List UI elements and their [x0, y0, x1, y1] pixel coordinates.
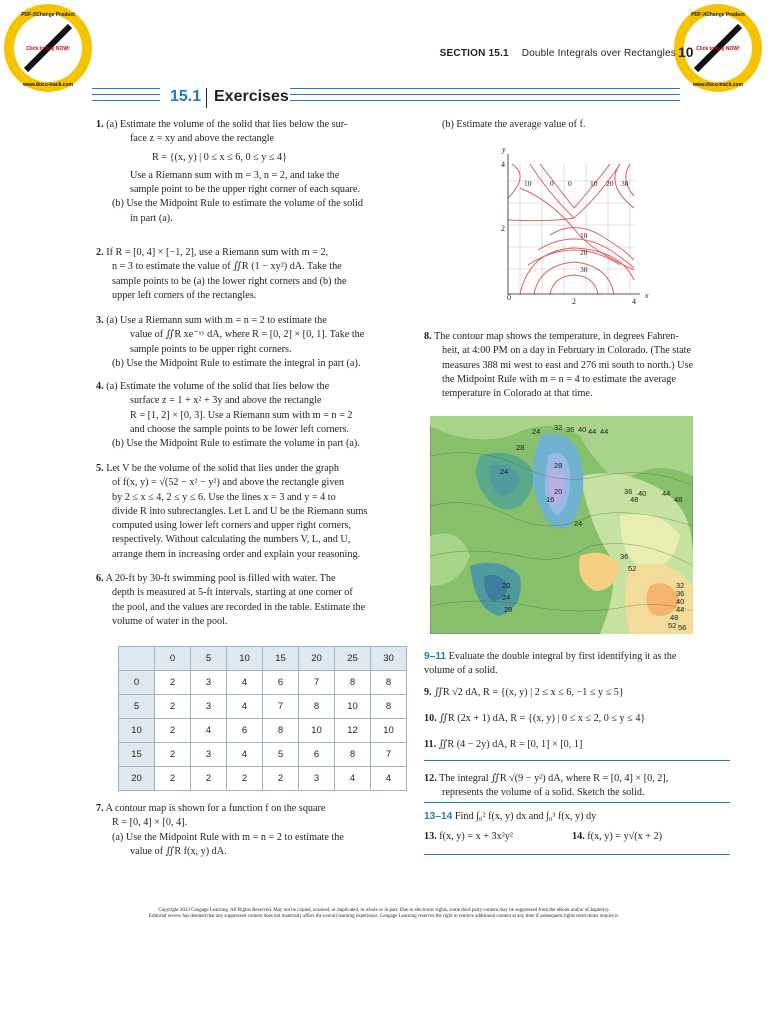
isotherm-label: 36 — [566, 425, 575, 434]
footer-line: Copyright 2023 Cengage Learning. All Rights Reserved. May not be copied, scanned, or duplicated, in whole or in part. Due to electronic rights, some third party content may be suppressed from the eBook and/or eChapter(s). — [158, 908, 610, 913]
isotherm-label: 24 — [500, 467, 509, 476]
text-line: ∬R (4 − 2y) dA, R = [0, 1] × [0, 1] — [438, 739, 583, 750]
text-line: ∬R (2x + 1) dA, R = {(x, y) | 0 ≤ x ≤ 2, 0 ≤ y ≤ 4} — [439, 713, 646, 724]
exercise-13 — [424, 830, 513, 844]
exercise-number: 14. — [572, 831, 585, 842]
axis-label: x — [645, 291, 649, 300]
text-line: respectively. Without calculating the numbers V, L, and U, — [112, 534, 351, 546]
isotherm-label: 44 — [676, 605, 685, 614]
table-cell: 15 — [119, 743, 155, 767]
text-line: the Midpoint Rule with m = n = 4 to estimate the average — [442, 373, 676, 385]
exercise-11 — [424, 738, 582, 752]
text-line: The contour map shows the temperature, in degrees Fahren- — [434, 331, 679, 342]
contour-label: 30 — [621, 179, 629, 188]
table-cell: 8 — [371, 671, 407, 695]
table-cell: 10 — [227, 647, 263, 671]
table-cell: 2 — [155, 719, 191, 743]
isotherm-label: 24 — [574, 519, 583, 528]
isotherm-label: 40 — [676, 597, 685, 606]
exercise-range: 9–11 — [424, 651, 447, 662]
isotherm-label: 44 — [588, 427, 597, 436]
exercise-2 — [96, 246, 396, 303]
badge-text: Click to buy NOW! — [696, 46, 740, 52]
section-label: SECTION 15.1 — [439, 48, 509, 59]
table-row — [119, 671, 407, 695]
exercise-number: 9. — [424, 687, 432, 698]
table-cell: 2 — [155, 767, 191, 791]
table-row — [119, 743, 407, 767]
table-cell: 4 — [227, 695, 263, 719]
tick-label: 4 — [501, 160, 505, 169]
table-cell: 4 — [227, 743, 263, 767]
exercise-number: 6. — [96, 573, 104, 584]
exercise-9-11-intro — [424, 650, 724, 679]
table-cell: 6 — [227, 719, 263, 743]
text-line: divide R into subrectangles. Let L and U be the Riemann sums — [112, 505, 368, 517]
table-cell: 10 — [119, 719, 155, 743]
section-number: 15.1 — [170, 88, 202, 105]
text-line: temperature in Colorado at that time. — [442, 388, 593, 400]
table-cell: 2 — [155, 695, 191, 719]
exercise-number: 3. — [96, 315, 104, 326]
text-line: (a) Estimate the volume of the solid that lies below the sur- — [106, 119, 348, 130]
table-cell: 20 — [119, 767, 155, 791]
text-line: Use a Riemann sum with m = 3, n = 2, and take the — [130, 169, 340, 181]
table-cell: 8 — [371, 695, 407, 719]
text-line: sample points to be upper right corners. — [130, 343, 292, 355]
table-cell — [119, 647, 155, 671]
colorado-temperature-map — [430, 416, 693, 634]
table-cell: 3 — [191, 743, 227, 767]
text-line: represents the volume of a solid. Sketch the solid. — [442, 787, 645, 799]
text-line: (b) Use the Midpoint Rule to estimate the integral in part (a). — [112, 357, 361, 369]
page-number: 10 — [678, 44, 694, 60]
exercise-7b: (b) Estimate the average value of f. — [442, 119, 586, 130]
table-cell: 0 — [119, 671, 155, 695]
text-line: A 20-ft by 30-ft swimming pool is filled with water. The — [105, 573, 336, 584]
exercise-number: 8. — [424, 331, 432, 342]
section-rule — [424, 760, 730, 761]
pool-depth-table — [118, 646, 407, 791]
text-line: (a) Use a Riemann sum with m = n = 2 to estimate the — [106, 315, 327, 326]
table-row — [119, 647, 407, 671]
contour-label: 20 — [606, 179, 614, 188]
text-line: value of ∬R xe⁻ˣʸ dA, where R = [0, 2] × [0, 1]. Take the — [130, 329, 365, 341]
table-cell: 4 — [191, 719, 227, 743]
text-line: sample points to be (a) the lower right corners and (b) the — [112, 275, 347, 287]
math-line: R = {(x, y) | 0 ≤ x ≤ 6, 0 ≤ y ≤ 4} — [152, 151, 288, 163]
table-cell: 3 — [191, 695, 227, 719]
table-cell: 2 — [227, 767, 263, 791]
contour-label: 10 — [590, 179, 598, 188]
exercise-5 — [96, 462, 396, 562]
text-line: (b) Use the Midpoint Rule to estimate the volume in part (a). — [112, 438, 360, 450]
exercise-12 — [424, 772, 734, 801]
text-line: sample point to be the upper right corner of each square. — [130, 184, 360, 196]
text-line: If R = [0, 4] × [−1, 2], use a Riemann sum with m = 2, — [106, 247, 329, 258]
text-line: measures 388 mi west to east and 276 mi south to north.) Use — [442, 359, 693, 371]
divider — [206, 88, 207, 108]
exercise-14 — [572, 830, 662, 844]
text-line: the pool, and the values are recorded in the table. Estimate the — [112, 601, 366, 613]
isotherm-label: 16 — [546, 495, 555, 504]
text-line: value of ∬R f(x, y) dA. — [130, 845, 227, 857]
table-cell: 7 — [299, 671, 335, 695]
isotherm-label: 32 — [554, 423, 563, 432]
text-line: volume of water in the pool. — [112, 615, 228, 627]
isotherm-label: 28 — [554, 461, 563, 470]
exercise-4 — [96, 380, 396, 451]
table-cell: 7 — [263, 695, 299, 719]
table-cell: 10 — [299, 719, 335, 743]
table-cell: 12 — [335, 719, 371, 743]
exercise-10 — [424, 712, 645, 726]
table-cell: 5 — [119, 695, 155, 719]
section-title: Double Integrals over Rectangles — [521, 48, 676, 59]
exercise-range: 13–14 — [424, 811, 453, 822]
isotherm-label: 36 — [676, 589, 685, 598]
exercise-3 — [96, 314, 396, 371]
isotherm-label: 52 — [668, 621, 677, 630]
badge-text: PDF-XChange Product — [21, 12, 75, 18]
table-cell: 2 — [263, 767, 299, 791]
text-line: ∬R √2 dA, R = {(x, y) | 2 ≤ x ≤ 6, −1 ≤ y ≤ 5} — [434, 687, 624, 698]
isotherm-label: 52 — [628, 564, 637, 573]
text-line: R = [1, 2] × [0, 3]. Use a Riemann sum with m = n = 2 — [130, 409, 353, 421]
exercise-7 — [96, 802, 396, 859]
table-cell: 3 — [299, 767, 335, 791]
page-title: Exercises — [214, 88, 289, 105]
footer-line: Editorial review has deemed that any suppressed content does not materially affect the overall learning experience. Cengage Learning reserves the right to remove additional content at any time if subsequent rights restrictions require it. — [148, 914, 620, 919]
isotherm-label: 44 — [662, 489, 671, 498]
isotherm-label: 28 — [504, 605, 513, 614]
table-cell: 7 — [371, 743, 407, 767]
isotherm-label: 48 — [674, 495, 683, 504]
exercise-number: 2. — [96, 247, 104, 258]
table-cell: 6 — [299, 743, 335, 767]
contour-label: 0 — [550, 179, 554, 188]
running-header — [440, 48, 676, 59]
text-line: (b) Use the Midpoint Rule to estimate the volume of the solid — [112, 198, 363, 210]
isotherm-label: 40 — [638, 489, 647, 498]
pdf-xchange-badge-left[interactable] — [2, 2, 94, 94]
badge-text: Click to buy NOW! — [26, 46, 70, 52]
heading-rule — [92, 94, 160, 95]
exercise-9 — [424, 686, 624, 700]
section-rule — [424, 854, 730, 855]
table-cell: 8 — [299, 695, 335, 719]
badge-text: www.docu-track.com — [22, 82, 74, 88]
table-cell: 4 — [227, 671, 263, 695]
table-cell: 2 — [155, 671, 191, 695]
badge-text: www.docu-track.com — [692, 82, 744, 88]
text-line: f(x, y) = y√(x + 2) — [587, 831, 663, 842]
text-line: (a) Use the Midpoint Rule with m = n = 2 to estimate the — [112, 831, 344, 843]
text-line: f(x, y) = x + 3x²y² — [439, 831, 513, 842]
text-line: of f(x, y) = √(52 − x² − y²) and above the rectangle given — [112, 477, 345, 489]
tick-label: 4 — [632, 297, 636, 306]
table-cell: 15 — [263, 647, 299, 671]
exercise-number: 12. — [424, 773, 437, 784]
text-line: heit, at 4:00 PM on a day in February in Colorado. (The state — [442, 345, 691, 357]
exercise-6 — [96, 572, 396, 629]
contour-label: 10 — [524, 179, 532, 188]
text-line: The integral ∬R √(9 − y²) dA, where R = [0, 4] × [0, 2], — [439, 773, 669, 784]
heading-rule — [290, 100, 680, 101]
isotherm-label: 44 — [600, 427, 609, 436]
table-cell: 25 — [335, 647, 371, 671]
text-line: (a) Estimate the volume of the solid that lies below the — [106, 381, 330, 392]
text-line: by 2 ≤ x ≤ 4, 2 ≤ y ≤ 6. Use the lines x = 3 and y = 4 to — [112, 491, 336, 503]
table-cell: 2 — [191, 767, 227, 791]
table-cell: 5 — [263, 743, 299, 767]
table-cell: 10 — [371, 719, 407, 743]
table-cell: 10 — [335, 695, 371, 719]
isotherm-label: 48 — [670, 613, 679, 622]
table-cell: 5 — [191, 647, 227, 671]
heading-rule — [290, 88, 680, 89]
text-line: A contour map is shown for a function f on the square — [105, 803, 326, 814]
exercise-number: 11. — [424, 739, 437, 750]
isotherm-label: 40 — [578, 425, 587, 434]
isotherm-label: 20 — [554, 487, 563, 496]
copyright-footer — [60, 908, 708, 920]
contour-label: 0 — [568, 179, 572, 188]
isotherm-label: 36 — [620, 552, 629, 561]
text-line: surface z = 1 + x² + 3y and above the rectangle — [130, 395, 322, 407]
contour-label: 30 — [580, 265, 588, 274]
tick-label: 2 — [501, 224, 505, 233]
text-line: in part (a). — [130, 212, 173, 224]
axis-label: y — [502, 145, 506, 154]
isotherm-label: 20 — [502, 581, 511, 590]
section-rule — [424, 802, 730, 803]
text-line: volume of a solid. — [424, 665, 498, 677]
heading-rule — [92, 100, 160, 101]
contour-label: 20 — [580, 248, 588, 257]
table-cell: 6 — [263, 671, 299, 695]
table-cell: 4 — [371, 767, 407, 791]
heading-rule — [290, 94, 680, 95]
exercise-1 — [96, 118, 396, 226]
table-cell: 30 — [371, 647, 407, 671]
table-cell: 2 — [155, 743, 191, 767]
table-cell: 0 — [155, 647, 191, 671]
text-line: Let V be the volume of the solid that lies under the graph — [106, 463, 339, 474]
heading-rule — [92, 88, 160, 89]
isotherm-label: 36 — [624, 487, 633, 496]
table-row — [119, 719, 407, 743]
table-cell: 8 — [335, 743, 371, 767]
exercise-number: 10. — [424, 713, 437, 724]
isotherm-label: 24 — [502, 593, 511, 602]
tick-label: 2 — [572, 297, 576, 306]
exercise-number: 7. — [96, 803, 104, 814]
table-cell: 4 — [335, 767, 371, 791]
text-line: and choose the sample points to be lower left corners. — [130, 423, 349, 435]
table-row — [119, 695, 407, 719]
text-line: Find ∫₀² f(x, y) dx and ∫₀³ f(x, y) dy — [454, 811, 597, 822]
table-row — [119, 767, 407, 791]
text-line: Evaluate the double integral by first identifying it as the — [448, 651, 677, 662]
text-line: face z = xy and above the rectangle — [130, 133, 275, 145]
text-line: upper left corners of the rectangles. — [112, 289, 257, 301]
exercise-8 — [424, 330, 734, 401]
exercise-number: 13. — [424, 831, 437, 842]
isotherm-label: 56 — [678, 623, 687, 632]
exercise-number: 1. — [96, 119, 104, 130]
exercise-number: 4. — [96, 381, 104, 392]
table-cell: 8 — [263, 719, 299, 743]
isotherm-label: 32 — [676, 581, 685, 590]
badge-text: PDF-XChange Product — [691, 12, 745, 18]
isotherm-label: 28 — [516, 443, 525, 452]
text-line: computed using lower left corners and upper right corners, — [112, 520, 352, 532]
table-cell: 3 — [191, 671, 227, 695]
text-line: n = 3 to estimate the value of ∬R (1 − xy²) dA. Take the — [112, 261, 342, 273]
text-line: arrange them in increasing order and explain your reasoning. — [112, 548, 361, 560]
exercise-13-14-intro — [424, 810, 596, 824]
isotherm-label: 24 — [532, 427, 541, 436]
contour-plot — [490, 140, 660, 310]
isotherm-label: 48 — [630, 495, 639, 504]
tick-label: 0 — [507, 293, 511, 302]
contour-label: 10 — [580, 231, 588, 240]
table-cell: 8 — [335, 671, 371, 695]
exercise-number: 5. — [96, 463, 104, 474]
text-line: R = [0, 4] × [0, 4]. — [112, 817, 188, 829]
text-line: depth is measured at 5-ft intervals, starting at one corner of — [112, 587, 353, 599]
table-cell: 20 — [299, 647, 335, 671]
